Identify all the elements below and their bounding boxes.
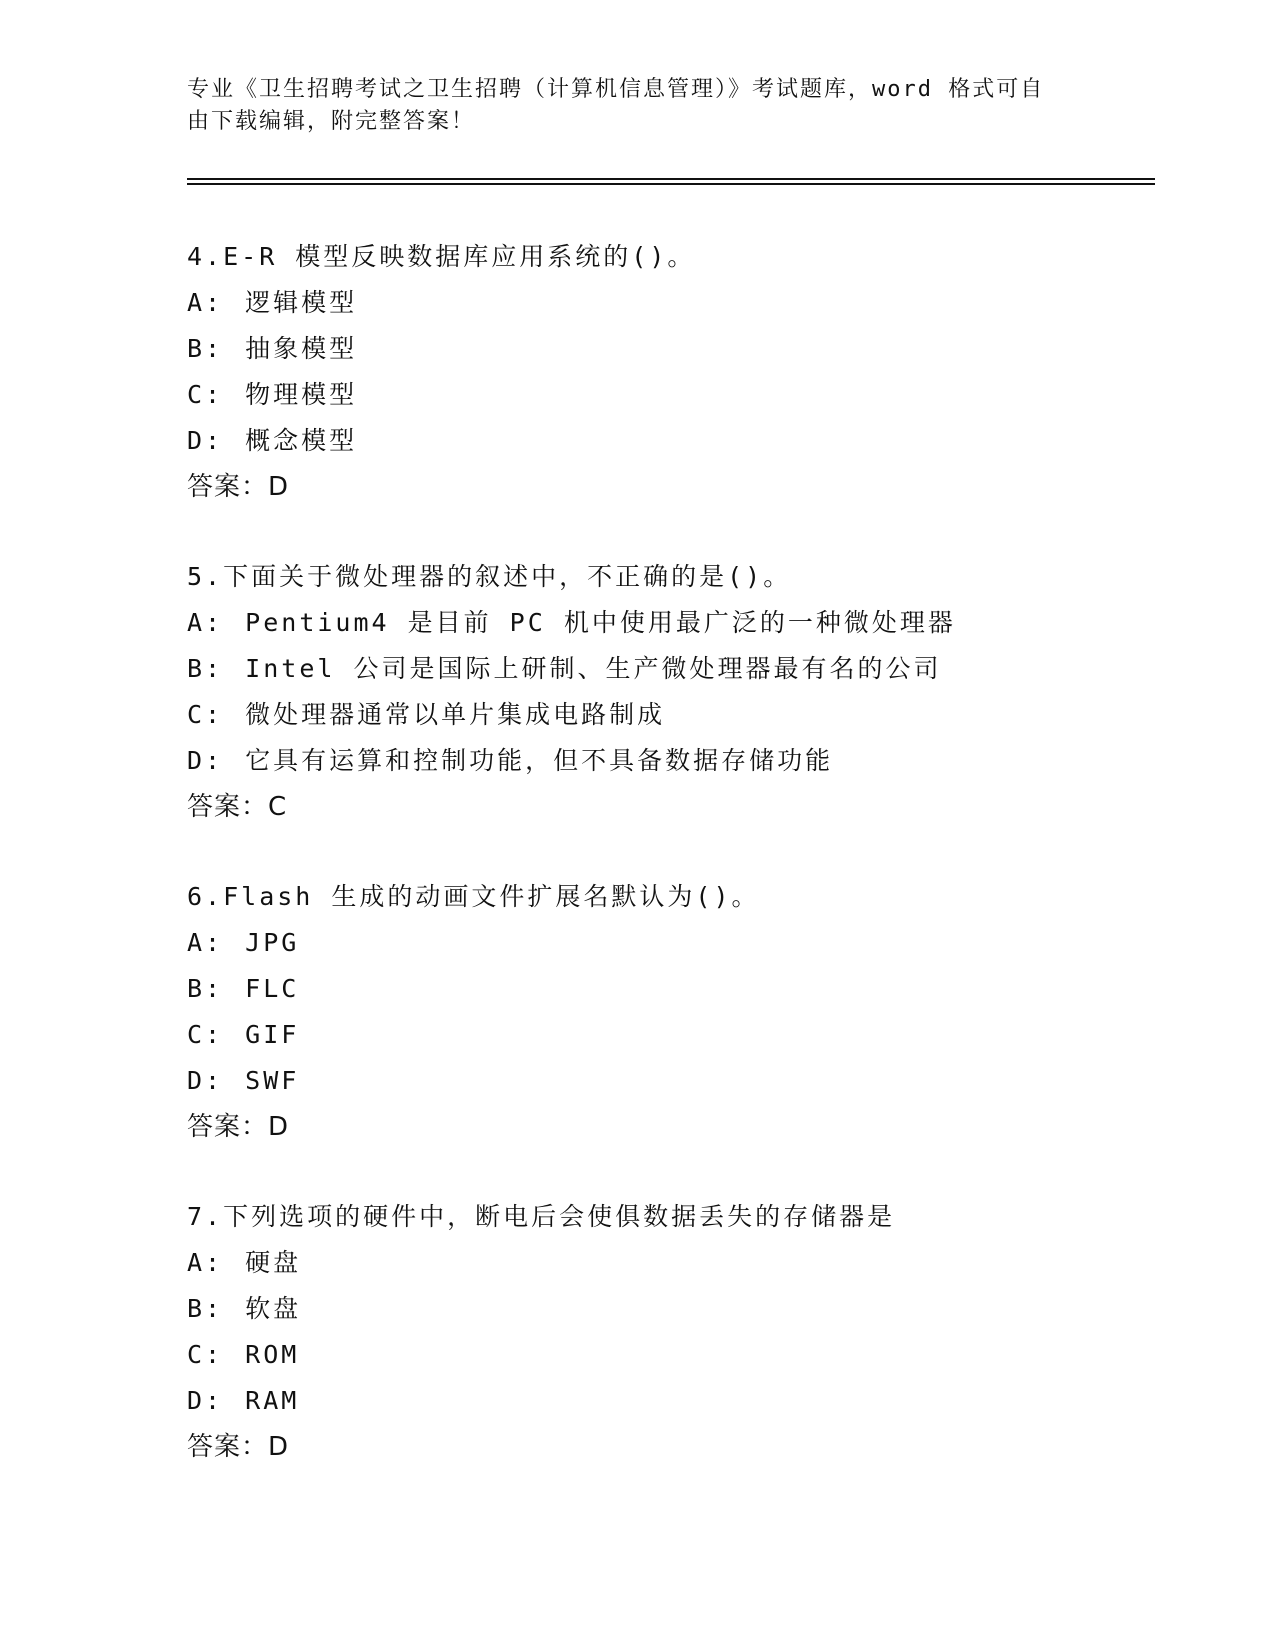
header-divider-bottom — [187, 183, 1155, 185]
option-a — [187, 280, 1147, 326]
option-c — [187, 1332, 1147, 1378]
option-label: D: — [187, 1386, 224, 1415]
question-4 — [187, 234, 1147, 510]
header-divider-top — [187, 178, 1155, 180]
option-d — [187, 1378, 1147, 1424]
option-text: ROM — [245, 1340, 300, 1369]
option-label: A: — [187, 1248, 224, 1277]
option-b — [187, 966, 1147, 1012]
option-label: D: — [187, 426, 224, 455]
answer: 答案：D — [187, 472, 290, 502]
option-text: 物理模型 — [245, 380, 358, 409]
option-b — [187, 326, 1147, 372]
option-d — [187, 418, 1147, 464]
question-6 — [187, 874, 1147, 1150]
answer: 答案：C — [187, 792, 288, 822]
option-label: C: — [187, 380, 224, 409]
option-c — [187, 1012, 1147, 1058]
option-b — [187, 1286, 1147, 1332]
option-label: B: — [187, 1294, 224, 1323]
option-text: 抽象模型 — [245, 334, 358, 363]
answer: 答案：D — [187, 1112, 290, 1142]
option-d — [187, 738, 1147, 784]
option-label: D: — [187, 1066, 224, 1095]
option-label: C: — [187, 1020, 224, 1049]
question-stem: 6.Flash 生成的动画文件扩展名默认为()。 — [187, 882, 760, 911]
option-text: SWF — [245, 1066, 300, 1095]
option-label: B: — [187, 654, 224, 683]
option-text: 概念模型 — [245, 426, 358, 455]
option-label: B: — [187, 974, 224, 1003]
answer: 答案：D — [187, 1432, 290, 1462]
question-5 — [187, 554, 1147, 830]
option-label: C: — [187, 1340, 224, 1369]
option-text: 微处理器通常以单片集成电路制成 — [245, 700, 666, 729]
option-label: A: — [187, 928, 224, 957]
option-label: D: — [187, 746, 224, 775]
option-text: JPG — [245, 928, 300, 957]
option-text: FLC — [245, 974, 300, 1003]
question-stem: 4.E-R 模型反映数据库应用系统的()。 — [187, 242, 696, 271]
option-text: GIF — [245, 1020, 300, 1049]
option-a — [187, 600, 1147, 646]
question-7 — [187, 1194, 1147, 1470]
option-label: C: — [187, 700, 224, 729]
option-text: Pentium4 是目前 PC 机中使用最广泛的一种微处理器 — [245, 608, 956, 637]
option-text: 逻辑模型 — [245, 288, 358, 317]
question-stem: 7.下列选项的硬件中，断电后会使俱数据丢失的存储器是 — [187, 1202, 896, 1231]
option-text: 它具有运算和控制功能，但不具备数据存储功能 — [245, 746, 834, 775]
option-text: 软盘 — [245, 1294, 302, 1323]
document-header: 专业《卫生招聘考试之卫生招聘（计算机信息管理）》考试题库，word 格式可自由下载编辑，附完整答案！ — [187, 77, 1045, 134]
option-d — [187, 1058, 1147, 1104]
option-label: B: — [187, 334, 224, 363]
option-label: A: — [187, 288, 224, 317]
question-stem: 5.下面关于微处理器的叙述中，不正确的是()。 — [187, 562, 792, 591]
option-c — [187, 372, 1147, 418]
option-text: Intel 公司是国际上研制、生产微处理器最有名的公司 — [245, 654, 942, 683]
option-b — [187, 646, 1147, 692]
option-c — [187, 692, 1147, 738]
option-text: 硬盘 — [245, 1248, 302, 1277]
option-a — [187, 1240, 1147, 1286]
option-a — [187, 920, 1147, 966]
option-text: RAM — [245, 1386, 300, 1415]
option-label: A: — [187, 608, 224, 637]
